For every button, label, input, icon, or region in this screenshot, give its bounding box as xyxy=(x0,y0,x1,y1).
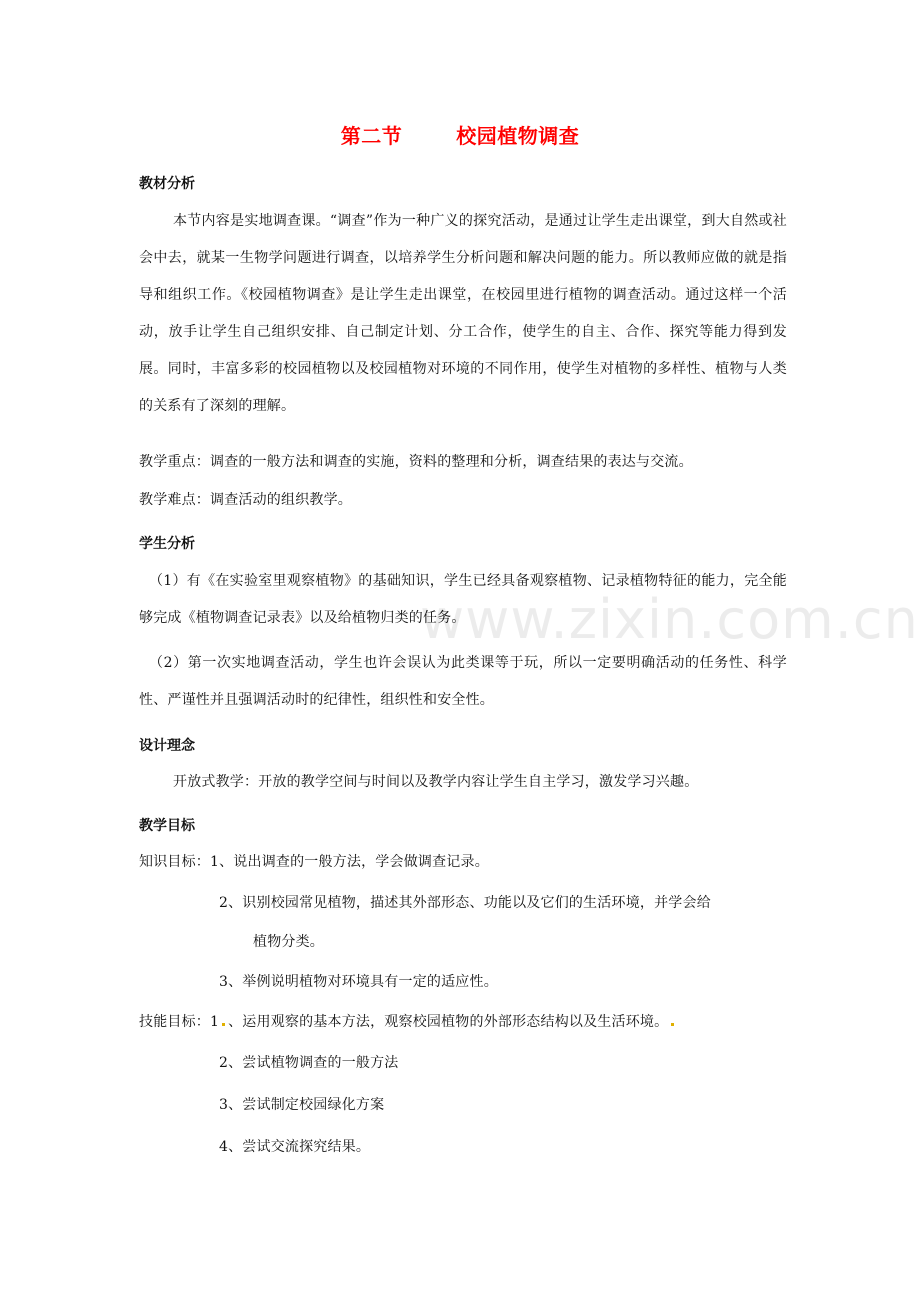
teaching-key-points: 教学重点：调查的一般方法和调查的实施，资料的整理和分析，调查结果的表达与交流。 xyxy=(139,454,693,470)
marker-dot xyxy=(222,1023,225,1026)
knowledge-goal-2: 2、识别校园常见植物，描述其外部形态、功能以及它们的生活环境，并学会给 xyxy=(219,895,711,911)
knowledge-goal-1-text: 1、说出调查的一般方法，学会做调查记录。 xyxy=(210,854,489,870)
student-analysis-item-2: （2）第一次实地调查活动，学生也许会误认为此类课等于玩，所以一定要明确活动的任务性、科学性、严谨性并且强调活动时的纪律性，组织性和安全性。 xyxy=(139,655,787,708)
heading-student-analysis: 学生分析 xyxy=(139,536,195,552)
title-section-number: 第二节 xyxy=(340,124,403,148)
heading-design-concept: 设计理念 xyxy=(139,738,195,754)
knowledge-goal-3: 3、举例说明植物对环境具有一定的适应性。 xyxy=(219,974,498,990)
skill-goal-3: 3、尝试制定校园绿化方案 xyxy=(219,1097,385,1113)
page-title xyxy=(0,120,920,149)
skill-goals-label: 技能目标： xyxy=(139,1014,210,1030)
skill-goal-2: 2、尝试植物调查的一般方法 xyxy=(219,1055,399,1071)
knowledge-goal-1 xyxy=(139,852,489,872)
watermark: www.zixin.com.cn xyxy=(420,588,919,651)
heading-teaching-goals: 教学目标 xyxy=(139,818,195,834)
heading-material-analysis: 教材分析 xyxy=(139,176,195,192)
design-concept-text: 开放式教学：开放的教学空间与时间以及教学内容让学生自主学习，激发学习兴趣。 xyxy=(173,774,699,790)
knowledge-goal-2-continued: 植物分类。 xyxy=(253,934,324,950)
student-analysis-item-1: （1）有《在实验室里观察植物》的基础知识，学生已经具备观察植物、记录植物特征的能力，完全能够完成《植物调查记录表》以及给植物归类的任务。 xyxy=(139,573,787,626)
teaching-difficulties: 教学难点：调查活动的组织教学。 xyxy=(139,492,352,508)
skill-goal-1-number: 1 xyxy=(210,1014,220,1030)
marker-dot xyxy=(671,1023,674,1026)
material-analysis-paragraph: 本节内容是实地调查课。“调查”作为一种广义的探究活动，是通过让学生走出课堂，到大自然或社会中去，就某一生物学问题进行调查，以培养学生分析问题和解决问题的能力。所以教师应做的就是指导和组织工作。《校园植物调查》是让学生走出课堂，在校园里进行植物的调查活动。通过这样一个活动，放手让学生自己组织安排、自己制定计划、分工合作，使学生的自主、合作、探究等能力得到发展。同时，丰富多彩的校园植物以及校园植物对环境的不同作用，使学生对植物的多样性、植物与人类的关系有了深刻的理解。 xyxy=(139,213,787,414)
skill-goal-4: 4、尝试交流探究结果。 xyxy=(219,1139,371,1155)
skill-goal-1 xyxy=(139,1012,677,1032)
title-topic: 校园植物调查 xyxy=(456,124,580,148)
skill-goal-1-text: 、运用观察的基本方法，观察校园植物的外部形态结构以及生活环境。 xyxy=(228,1014,669,1030)
knowledge-goals-label: 知识目标： xyxy=(139,854,210,870)
